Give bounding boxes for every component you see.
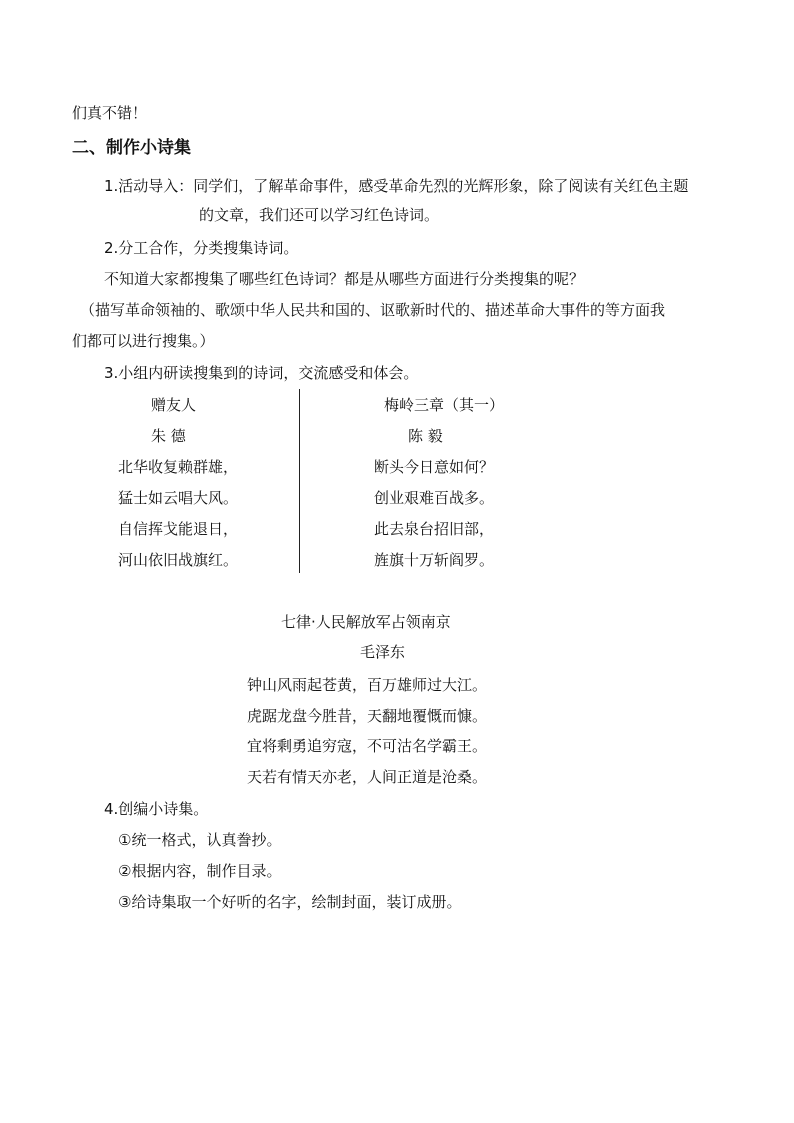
poem3-author: 毛泽东 — [360, 643, 406, 661]
step2-text: 2.分工合作，分类搜集诗词。 — [104, 239, 299, 257]
step3-text: 3.小组内研读搜集到的诗词，交流感受和体会。 — [104, 364, 419, 382]
continuation-text: 们真不错！ — [72, 104, 148, 122]
poem2-author: 陈 毅 — [408, 427, 443, 445]
poem3-line: 宜将剩勇追穷寇，不可沽名学霸王。 — [247, 737, 488, 755]
poem2-line: 断头今日意如何？ — [374, 458, 495, 476]
answer-line1: （描写革命领袖的、歌颂中华人民共和国的、讴歌新时代的、描述革命大事件的等方面我 — [80, 301, 666, 319]
answer-line2: 们都可以进行搜集。） — [72, 332, 215, 350]
sub-item: ②根据内容，制作目录。 — [118, 862, 282, 880]
poem1-line: 自信挥戈能退日， — [118, 520, 239, 538]
sub-item: ①统一格式，认真誊抄。 — [118, 831, 282, 849]
poem-divider — [299, 389, 300, 573]
poem1-line: 河山依旧战旗红。 — [118, 551, 239, 569]
poem3-title: 七律·人民解放军占领南京 — [281, 613, 451, 631]
sub-item: ③给诗集取一个好听的名字，绘制封面，装订成册。 — [118, 893, 462, 911]
step4-text: 4.创编小诗集。 — [104, 800, 209, 818]
poem3-line: 虎踞龙盘今胜昔，天翻地覆慨而慷。 — [247, 707, 488, 725]
poem1-title: 赠友人 — [151, 396, 197, 414]
poem1-author: 朱 德 — [151, 427, 186, 445]
poem1-line: 北华收复赖群雄， — [118, 458, 239, 476]
poem3-line: 天若有情天亦老，人间正道是沧桑。 — [247, 768, 488, 786]
section-heading: 二、制作小诗集 — [72, 138, 191, 158]
step1-line2: 的文章，我们还可以学习红色诗词。 — [199, 206, 440, 224]
step1-line1: 1.活动导入：同学们，了解革命事件，感受革命先烈的光辉形象，除了阅读有关红色主题 — [104, 177, 689, 195]
question-text: 不知道大家都搜集了哪些红色诗词？都是从哪些方面进行分类搜集的呢？ — [104, 270, 585, 288]
poem2-line: 创业艰难百战多。 — [374, 489, 495, 507]
poem2-line: 旌旗十万斩阎罗。 — [374, 551, 495, 569]
poem3-line: 钟山风雨起苍黄，百万雄师过大江。 — [247, 676, 488, 694]
poem2-line: 此去泉台招旧部， — [374, 520, 495, 538]
poem1-line: 猛士如云唱大风。 — [118, 489, 239, 507]
poem2-title: 梅岭三章（其一） — [384, 396, 505, 414]
